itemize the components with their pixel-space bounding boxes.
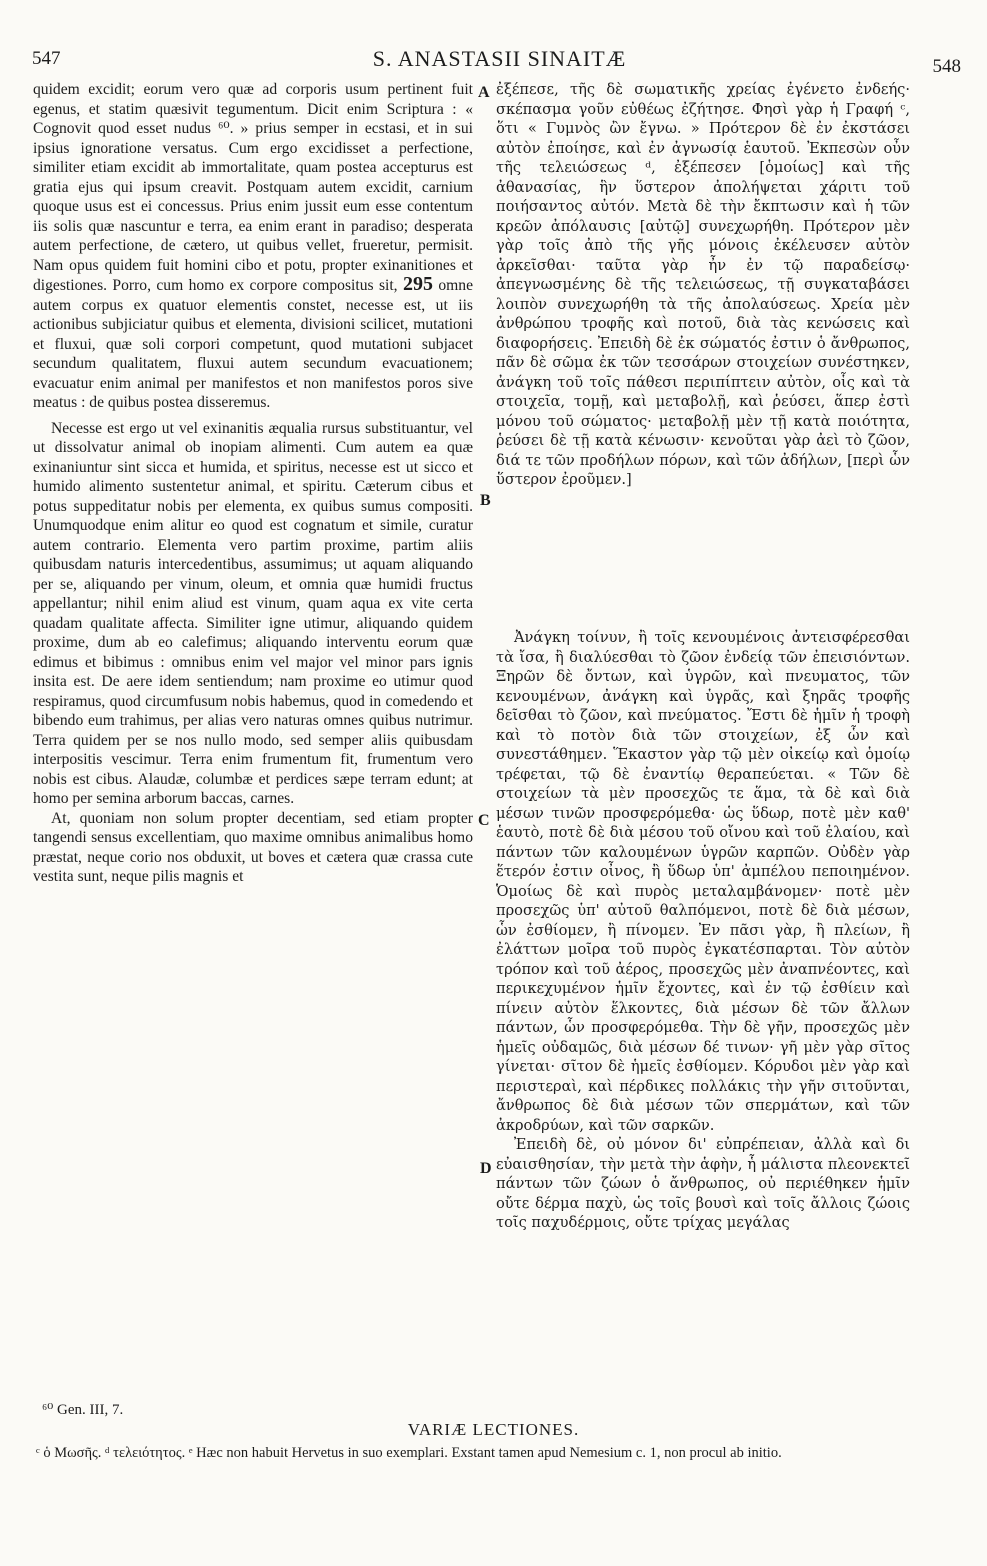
latin-paragraph-1 — [33, 80, 473, 413]
greek-column-upper — [496, 80, 910, 490]
latin-column — [33, 80, 473, 887]
margin-marker-a: A — [478, 84, 490, 101]
scripture-footnote: ⁶⁰ Gen. III, 7. — [42, 1402, 124, 1418]
latin-text-1b: omne autem corpus ex quatuor elementis constet, necesse est, ut iis actionibus subjiciatur quibus et elementa, divisioni scilicet, mutationi et fluxui, quæ soli corpori competunt, quod mutationi subjacet secundum qualitatem, fluxui autem secundum evacuationem; evacuatur enim animal per manifestos et non manifestos poros sive meatus : de quibus postea disseremus. — [33, 277, 473, 411]
margin-marker-c: C — [478, 812, 490, 829]
greek-paragraph-3: Ἐπειδὴ δὲ, οὐ μόνον δι' εὐπρέπειαν, ἀλλὰ καὶ δι εὐαισθησίαν, τὴν μετὰ τὴν ἁφὴν, ἧ μάλιστα πλεονεκτεῖ πάντων τῶν ζώων ὁ ἄνθρωπος, οὐ περιέθηκεν ἡμῖν οὔτε δέρμα παχὺ, ὡς τοῖς βουσὶ καὶ τοῖς ἄλλοις ζώοις τοῖς παχυδέρμοις, οὔτε τρίχας μεγάλας — [496, 1136, 910, 1231]
latin-text-1a: quidem excidit; eorum vero quæ ad corporis usum pertinent fuit egenus, et statim quæsivit tegumentum. Dicit enim Scriptura : « Cognovit quod esset nudus ⁶⁰. » prius semper in ecstasi, et in sui ipsius ignoratione versatus. Cum ergo excidisset a perfectione, similiter etiam excidit ab immortalitate, quam postea accepturus est gratia ejus qui ipsum creavit. Postquam autem excidit, carnium quoque usus est ei concessus. Prius enim jussit eum esse contentum iis solis quæ nascuntur e terra, ea enim erant in paradiso; desperata autem perfectione, de cætero, ut quibus vellet, frueretur, permisit. Nam opus quidem fuit homini cibo et potu, propter exinanitiones et digestiones. Porro, cum homo ex corpore compositus sit, — [33, 81, 473, 294]
running-title: S. ANASTASII SINAITÆ — [372, 46, 627, 71]
latin-paragraph-2: Necesse est ergo ut vel exinanitis æqualia rursus substituantur, vel ut dissolvatur animal ob inopiam alimenti. Cum autem ea quæ exinaniuntur sint sicca et humida, et spiritus, necesse est ut sicco et humido alimento sustentetur animal, et spiritu. Cæterum cibus et potus suppeditatur nobis per elementa, ex quibus sumus compositi. Unumquodque enim alitur eo quod est cognatum et simile, curatur autem contrario. Elementa vero partim proxime, partim aliis quibusdam naturis intercedentibus, assumimus; ut aquam aliquando per se, aliquando per vinum, oleum, et omnia quæ humidi fructus appellantur; nihil enim aliud est vinum, quam aqua ex vite certa quadam qualitate affecta. Similiter igne utimur, aliquando quidem proxime, dum ab eo calefimus; aliquando interventu eorum quæ edimus et bibimus : omnibus enim vel major vel minor pars ignis insita est. De aere idem sentiendum; nam proxime eo utimur quod respiramus, quod circumfusum nobis habemus, quod in comedendo et bibendo eum trahimus, per alias vero naturas omnes quibus nutrimur. Terra quidem per se nos nullo modo, sed semper aliis quibusdam interpositis vescimur. Terra enim frumentum fit, frumentum vero nobis est cibus. Alaudæ, columbæ et perdices sæpe terram edunt; at homo per semina arborum baccas, carnes. — [33, 419, 473, 807]
page-header — [32, 44, 967, 76]
column-number: 295 — [402, 273, 433, 295]
greek-paragraph-1: ἐξέπεσε, τῆς δὲ σωματικῆς χρείας ἐγένετο ἐνδεής· σκέπασμα γοῦν εὐθέως ἐζήτησε. Φησὶ γὰρ ἡ Γραφή ᶜ, ὅτι « Γυμνὸς ὢν ἔγνω. » Πρότερον δὲ ἐν ἐκστάσει αὐτὸν ἐποίησε, καὶ ἐν ἀγνωσίᾳ ἑαυτοῦ. Ἐκπεσὼν οὖν τῆς τελειώσεως ᵈ, ἐξέπεσεν [ὁμοίως] καὶ τῆς ἀθανασίας, ἣν ὕστερον ἀπολήψεται χάριτι τοῦ ποιήσαντος αὐτόν. Μετὰ δὲ τὴν ἔκπτωσιν καὶ ἡ τῶν κρεῶν ἀπόλαυσις [αὐτῷ] συνεχωρήθη. Πρότερον μὲν γὰρ τοῖς ἀπὸ τῆς γῆς μόνοις ἐκέλευσεν αὐτὸν ἀρκεῖσθαι· ταῦτα γὰρ ἦν ἐν τῷ παραδείσῳ· ἀπεγνωσμένης δὲ τῆς τελειώσεως, τῇ συγκαταβάσει λοιπὸν συνεχωρήθη τὰ τῆς ἀπολαύσεως. Χρεία μὲν ἀνθρώπου τροφῆς καὶ ποτοῦ, διὰ τὰς κενώσεις καὶ διαφορήσεις. Ἐπειδὴ δὲ ἐκ σώματός ἐστιν ὁ ἄνθρωπος, πᾶν δὲ σῶμα ἐκ τῶν τεσσάρων στοιχείων συνέστηκεν, ἀνάγκη τοῦ τοῖς πάθεσι περιπίπτειν αὐτὸν, οἷς καὶ τὰ στοιχεῖα, τομῇ, καὶ μεταβολῇ, καὶ ῥεύσει, ἅπερ ἐστὶ μόνου τοῦ σώματος· μεταβολῇ μὲν τῇ κατὰ ποιότητα, ῥεύσει δὲ τῇ κατὰ κένωσιν· κενοῦται γὰρ ἀεὶ τὸ ζῶον, διά τε τῶν προδήλων πόρων, καὶ τῶν ἀδήλων, [περὶ ὧν ὕστερον ἐροῦμεν.] — [496, 81, 910, 488]
variae-lectiones-heading: VARIÆ LECTIONES. — [407, 1420, 580, 1439]
latin-paragraph-3: At, quoniam non solum propter decentiam, sed etiam propter tangendi sensus excellentiam, quo maxime omnibus animalibus homo præstat, neque corio nos obduxit, ut boves et cætera quæ crassa cute vestita sunt, neque pilis magnis et — [33, 809, 473, 885]
variae-lectiones-text: ᶜ ὁ Μωσῆς. ᵈ τελειότητος. ᵉ Hæc non habuit Hervetus in suo exemplari. Exstant tamen apud Nemesium c. 1, non procul ab initio. — [36, 1445, 782, 1461]
greek-column-lower — [496, 628, 910, 1233]
page-number-left: 547 — [32, 48, 61, 69]
margin-marker-d: D — [480, 1160, 492, 1177]
page-number-right: 548 — [932, 56, 961, 77]
greek-paragraph-2: Ἀνάγκη τοίνυν, ἢ τοῖς κενουμένοις ἀντεισφέρεσθαι τὰ ἴσα, ἢ διαλύεσθαι τὸ ζῶον ἐνδείᾳ τῶν ἐπεισιόντων. Ξηρῶν δὲ ὄντων, καὶ ὑγρῶν, καὶ πνευματος, τῶν κενουμένων, ἀνάγκη καὶ ὑγρᾶς, καὶ ξηρᾶς τροφῆς δεῖσθαι τὸ ζῶον, καὶ πνεύματος. Ἔστι δὲ ἡμῖν ἡ τροφὴ καὶ τὸ ποτὸν διὰ τῶν στοιχείων, ἐξ ὧν καὶ συνεστάθημεν. Ἕκαστον γὰρ τῷ μὲν οἰκείῳ καὶ ὁμοίῳ τρέφεται, τῷ δὲ ἐναντίῳ θεραπεύεται. « Τῶν δὲ στοιχείων τὰ μὲν προσεχῶς τε ἅμα, τὰ δὲ καὶ διὰ μέσων τινῶν προσφερόμεθα· ὡς ὕδωρ, ποτὲ μὲν καθ' ἑαυτὸ, ποτὲ δὲ διὰ μέσου τοῦ οἴνου καὶ τοῦ ἐλαίου, καὶ πάντων τῶν καλουμένων ὑγρῶν καρπῶν. Οὐδὲν γὰρ ἕτερόν ἐστιν οἶνος, ἢ ὕδωρ ὑπ' ἀμπέλου πεποιημένον. Ὁμοίως δὲ καὶ πυρὸς μεταλαμβάνομεν· ποτὲ μὲν προσεχῶς ὑπ' αὐτοῦ θαλπόμενοι, ποτὲ δὲ διὰ μέσων, ὧν ἐσθίομεν, ἢ πίνομεν. Ἐν πᾶσι γὰρ, ἢ πλείων, ἢ ἐλάττων μοῖρα τοῦ πυρὸς ἐγκατέσπαρται. Τὸν αὐτὸν τρόπον καὶ τοῦ ἀέρος, προσεχῶς μὲν ἀναπνέοντες, καὶ περικεχυμένον ἡμῖν ἔχοντες, καὶ ἐν τῷ ἐσθίειν καὶ πίνειν αὐτὸν ἕλκοντες, διὰ μέσων δὲ τῶν ἄλλων πάντων, ὧν προσφερόμεθα. Τὴν δὲ γῆν, προσεχῶς μὲν ἡμεῖς οὐδαμῶς, διὰ μέσων δέ τινων· γῆ μὲν γὰρ σῖτος γίνεται· σῖτον δὲ ἡμεῖς ἐσθίομεν. Κόρυδοι μὲν γὰρ καὶ περιστεραὶ, καὶ πέρδικες πολλάκις τὴν γῆν σιτοῦνται, ἄνθρωπος δὲ διὰ μέσων τῶν σπερμάτων, καὶ τῶν ἀκροδρύων, καὶ τῶν σαρκῶν. — [496, 629, 910, 1134]
margin-marker-b: B — [480, 492, 491, 509]
